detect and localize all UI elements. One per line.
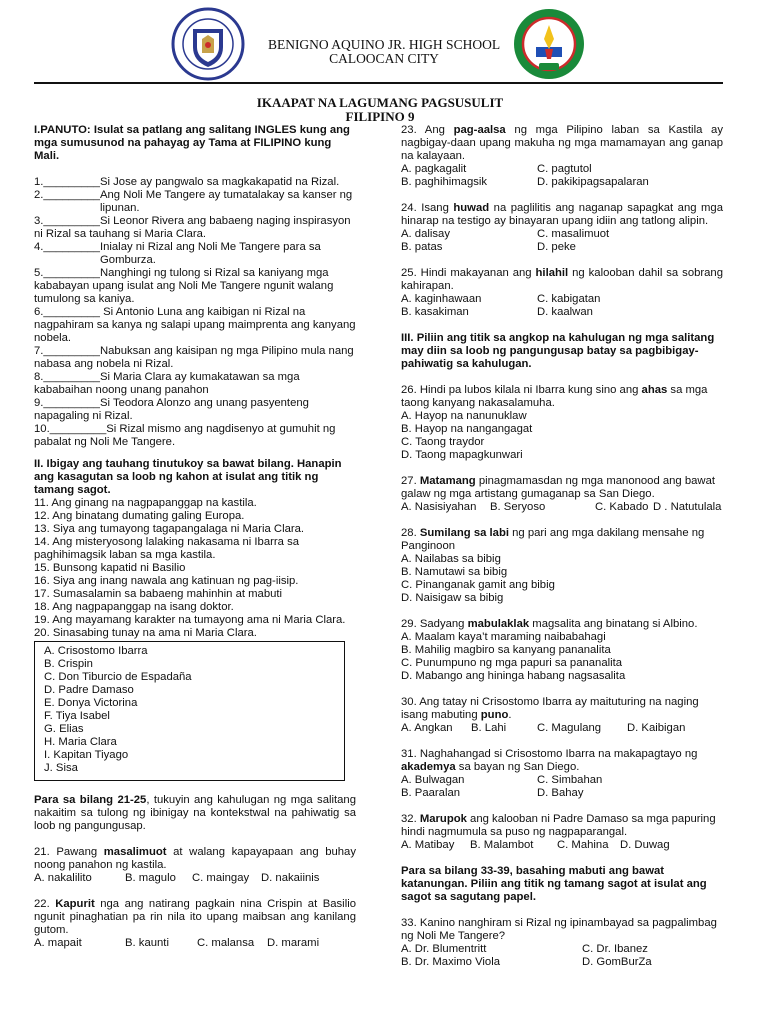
option-c: C. maingay	[192, 872, 250, 884]
option-b: B. Namutawi sa bibig	[401, 566, 508, 578]
question-29	[401, 618, 723, 683]
part1-item: 8._________Si Maria Clara ay kumakatawan sa mga kababaihan noong unang panahon	[34, 371, 300, 396]
option-d: D. Kaibigan	[627, 722, 686, 734]
option-a: A. pagkagalit	[401, 163, 467, 175]
part2-item: 19. Ang mayamang karakter na tumayong ama ni Maria Clara.	[34, 614, 346, 626]
question-23	[401, 124, 723, 189]
question-32	[401, 813, 723, 852]
option-b: B. Lahi	[471, 722, 507, 734]
option-d: D. Naisigaw sa bibig	[401, 592, 504, 604]
choices-box	[34, 641, 345, 781]
option-c: C. malansa	[197, 937, 255, 949]
option-a: A. kaginhawaan	[401, 293, 482, 305]
option-b: B. Seryoso	[490, 501, 546, 513]
question-text: 29. Sadyang mabulaklak magsalita ang binatang si Albino.	[401, 618, 698, 630]
option-d: D. pakikipagsapalaran	[537, 176, 649, 188]
option-c: C. Punumpuno ng mga papuri sa pananalita	[401, 657, 623, 669]
question-28	[401, 527, 723, 605]
option-c: C. Simbahan	[537, 774, 603, 786]
question-26	[401, 384, 723, 462]
exam-title	[0, 96, 760, 124]
option-b: B. patas	[401, 241, 443, 253]
option-d: D. Duwag	[620, 839, 670, 851]
option-d: D. GomBurZa	[582, 956, 652, 968]
header-divider	[34, 82, 723, 84]
option-a: A. Matibay	[401, 839, 455, 851]
question-21	[34, 846, 356, 885]
option-b: B. Paaralan	[401, 787, 461, 799]
option-d: D . Natutulala	[653, 501, 722, 513]
option-c: C. pagtutol	[537, 163, 592, 175]
option-d: D. Bahay	[537, 787, 584, 799]
page-header	[0, 0, 768, 84]
option-d: D. Mabango ang hininga habang nagsasalita	[401, 670, 626, 682]
question-text: 22. Kapurit nga ang natirang pagkain nina Crispin at Basilio ngunit pinaghatian pa rin nila ito upang maibsan ang kanilang gutom.	[34, 898, 356, 936]
part2-item: 11. Ang ginang na nagpapanggap na kastila.	[34, 497, 257, 509]
choice-item: H. Maria Clara	[44, 736, 117, 748]
option-a: A. Nasisiyahan	[401, 501, 477, 513]
question-30	[401, 696, 723, 735]
part1-item: 9._________Si Teodora Alonzo ang unang pasyenteng napagaling ni Rizal.	[34, 397, 309, 422]
option-c: C. masalimuot	[537, 228, 610, 240]
option-d: D. nakaiinis	[261, 872, 320, 884]
part2-item: 15. Bunsong kapatid ni Basilio	[34, 562, 186, 574]
option-a: A. Bulwagan	[401, 774, 465, 786]
school-name: BENIGNO AQUINO JR. HIGH SCHOOL	[267, 37, 501, 52]
option-b: B. Mahilig magbiro sa kanyang pananalita	[401, 644, 611, 656]
part1-item: Gomburza.	[100, 254, 156, 266]
part1-item: 7._________Nabuksan ang kaisipan ng mga Pilipino mula nang nabasa ang nobela ni Rizal.	[34, 345, 354, 370]
part2-instruction: II. Ibigay ang tauhang tinutukoy sa bawat bilang. Hanapin ang kasagutan sa loob ng kahon at isulat ang titik ng tamang sagot.	[34, 458, 342, 496]
question-33	[401, 917, 723, 969]
option-b: B. Hayop na nangangagat	[401, 423, 533, 435]
option-c: C. Pinanganak gamit ang bibig	[401, 579, 555, 591]
part1-item: lipunan.	[100, 202, 140, 214]
option-c: C. Mahina	[557, 839, 609, 851]
choice-item: I. Kapitan Tiyago	[44, 749, 129, 761]
exam-subject: FILIPINO 9	[345, 109, 415, 124]
question-22	[34, 898, 356, 950]
option-d: D. marami	[267, 937, 320, 949]
question-text: 26. Hindi pa lubos kilala ni Ibarra kung sino ang ahas sa mga taong kanyang nakasalamuha.	[401, 384, 708, 409]
choice-item: G. Elias	[44, 723, 84, 735]
option-a: A. Dr. Blumentritt	[401, 943, 487, 955]
option-a: A. mapait	[34, 937, 82, 949]
part1-item: 4._________Inialay ni Rizal ang Noli Me Tangere para sa	[34, 241, 321, 253]
options-row	[34, 937, 356, 950]
question-24	[401, 202, 723, 254]
part2-item: 12. Ang binatang dumating galing Europa.	[34, 510, 245, 522]
part3-instruction: III. Piliin ang titik sa angkop na kahulugan ng mga salitang may diin sa loob ng pangungusap batay sa pagbibigay-pahiwatig sa kahulugan.	[401, 332, 715, 370]
school-heading	[0, 38, 768, 66]
option-c: C. Taong traydor	[401, 436, 485, 448]
part1-item: 6._________ Si Antonio Luna ang kaibigan ni Rizal na nagpahiram sa kanya ng salapi upang maimprenta ang kanyang nobela.	[34, 306, 356, 344]
question-text: 33. Kanino nanghiram si Rizal ng ipinambayad sa pagpalimbag ng Noli Me Tangere?	[401, 917, 717, 942]
option-a: A. Hayop na nanunuklaw	[401, 410, 527, 422]
right-column	[401, 124, 723, 969]
question-text: 28. Sumilang sa labi ng pari ang mga dakilang mensahe ng Panginoon	[401, 527, 705, 552]
part2b-instruction: Para sa bilang 21-25, tukuyin ang kahulugan ng mga salitang nakaitim sa tulong ng ibinigay na kontekstwal na pahiwatig sa loob ng pangungusap.	[34, 794, 356, 832]
part1-item: 2._________Ang Noli Me Tangere ay tumatalakay sa kanser ng	[34, 189, 353, 201]
option-a: A. dalisay	[401, 228, 450, 240]
choice-item: E. Donya Victorina	[44, 697, 138, 709]
part2-item: 13. Siya ang tumayong tagapangalaga ni Maria Clara.	[34, 523, 305, 535]
option-c: C. Kabado	[595, 501, 649, 513]
question-text: 31. Naghahangad si Crisostomo Ibarra na makapagtayo ng akademya sa bayan ng San Diego.	[401, 748, 698, 773]
left-column	[34, 124, 356, 950]
choice-item: J. Sisa	[44, 762, 78, 774]
question-27	[401, 475, 723, 514]
question-text: 21. Pawang masalimuot at walang kapayapaan ang buhay noong panahon ng kastila.	[34, 846, 356, 871]
question-text: 27. Matamang pinagmamasdan ng mga manonood ang bawat galaw ng mga artistang gumaganap sa San Diego.	[401, 475, 715, 500]
option-d: D. kaalwan	[537, 306, 593, 318]
option-b: B. kasakiman	[401, 306, 469, 318]
option-c: C. Dr. Ibanez	[582, 943, 648, 955]
option-d: D. Taong mapagkunwari	[401, 449, 523, 461]
part2-item: 20. Sinasabing tunay na ama ni Maria Clara.	[34, 627, 257, 639]
choice-item: D. Padre Damaso	[44, 684, 134, 696]
part1-item: 5._________Nanghingi ng tulong si Rizal sa kaniyang mga kababayan upang isulat ang Noli Me Tangere ngunit walang tumulong sa kaniya.	[34, 267, 334, 305]
question-text: 23. Ang pag-aalsa ng mga Pilipino laban sa Kastila ay nagbigay-daan upang makuha ng mga mamamayan ang ganap na kalayaan.	[401, 124, 723, 162]
choice-item: F. Tiya Isabel	[44, 710, 110, 722]
question-text: 25. Hindi makayanan ang hilahil ng kalooban dahil sa sobrang kahirapan.	[401, 267, 723, 292]
part2-item: 14. Ang misteryosong lalaking nakasama ni Ibarra sa paghihimagsik laban sa mga kastila.	[34, 536, 299, 561]
part1-item: 10._________Si Rizal mismo ang nagdisenyo at gumuhit ng pabalat ng Noli Me Tangere.	[34, 423, 336, 448]
choice-item: B. Crispin	[44, 658, 93, 670]
option-b: B. Malambot	[470, 839, 534, 851]
option-a: A. Angkan	[401, 722, 453, 734]
part4-instruction: Para sa bilang 33-39, basahing mabuti ang bawat katanungan. Piliin ang titik ng tamang sagot at isulat ang sagot sa sagutang papel.	[401, 865, 707, 903]
option-b: B. paghihimagsik	[401, 176, 488, 188]
question-text: 24. Isang huwad na paglilitis ang naganap sapagkat ang mga hinarap na testigo ay binayaran upang idiin ang tatlong alipin.	[401, 202, 723, 227]
part1-item: 1._________Si Jose ay pangwalo sa magkakapatid na Rizal.	[34, 176, 340, 188]
option-d: D. peke	[537, 241, 576, 253]
choice-item: A. Crisostomo Ibarra	[44, 645, 148, 657]
options-row	[34, 872, 356, 885]
part2-item: 18. Ang nagpapanggap na isang doktor.	[34, 601, 234, 613]
choice-item: C. Don Tiburcio de Espadaña	[44, 671, 192, 683]
question-25	[401, 267, 723, 319]
option-b: B. magulo	[125, 872, 176, 884]
exam-title-line1: IKAAPAT NA LAGUMANG PAGSUSULIT	[256, 95, 504, 110]
option-b: B. kaunti	[125, 937, 169, 949]
part1-item: 3._________Si Leonor Rivera ang babaeng naging inspirasyon ni Rizal sa tauhang si Maria Clara.	[34, 215, 351, 240]
question-31	[401, 748, 723, 800]
question-text: 32. Marupok ang kalooban ni Padre Damaso sa mga papuring hindi nagmumula sa puso ng nagpaparangal.	[401, 813, 716, 838]
option-a: A. nakalilito	[34, 872, 92, 884]
option-c: C. Magulang	[537, 722, 602, 734]
school-city: CALOOCAN CITY	[329, 51, 439, 66]
part2-item: 17. Sumasalamin sa babaeng mahinhin at mabuti	[34, 588, 283, 600]
part2-item: 16. Siya ang inang nawala ang katinuan ng pag-iisip.	[34, 575, 299, 587]
option-a: A. Nailabas sa bibig	[401, 553, 501, 565]
option-b: B. Dr. Maximo Viola	[401, 956, 500, 968]
option-a: A. Maalam kaya’t maraming naibabahagi	[401, 631, 606, 643]
question-text: 30. Ang tatay ni Crisostomo Ibarra ay maituturing na naging isang mabuting puno.	[401, 696, 699, 721]
part1-instruction: I.PANUTO: Isulat sa patlang ang salitang INGLES kung ang mga sumusunod na pahayag ay Tama at FILIPINO kung Mali.	[34, 124, 350, 162]
option-c: C. kabigatan	[537, 293, 601, 305]
